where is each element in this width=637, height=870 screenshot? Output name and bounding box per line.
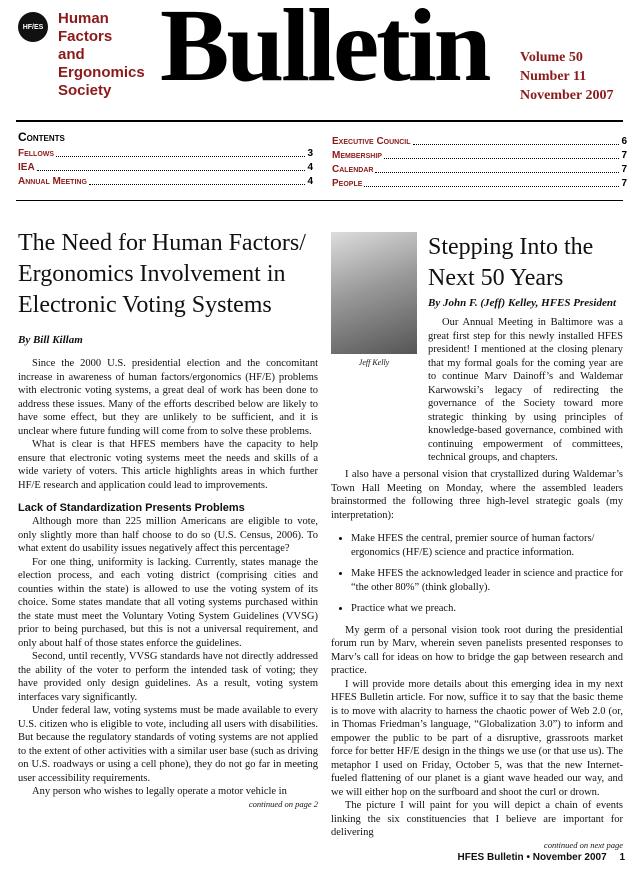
goal-list [331, 532, 623, 616]
paragraph: Since the 2000 U.S. presidential election and the concomitant increase in awareness of human factors/ergonomics (HF/E) problems with electronic voting systems, a great deal of work has been done to address these issues. Many of the efforts described below are likely to have some effect, but they are unlikely to be sufficient, and it is unclear where future funding will come from to solve these problems. [18, 358, 318, 437]
page-footer [395, 852, 625, 863]
footer-text: HFES Bulletin • November 2007 [457, 852, 607, 863]
paragraph: Under federal law, voting systems must be made available to every U.S. citizen who is eligible to vote, including all users with disabilities. But because the regulatory standards of voting systems are not applied to the extent of other activities with a similar user base (such as driving on U.S. roadways or using a cell phone), they do not go far in meeting user accessibility requirements. [18, 705, 318, 784]
contents-rule [16, 200, 623, 201]
contents-left [18, 147, 313, 189]
left-article [18, 228, 318, 809]
society-line: Human [58, 10, 109, 27]
paragraph: What is clear is that HFES members have the capacity to help ensure that electronic voting systems meet the needs and skills of a wide variety of voters. This article highlights areas in which further HF/E research and application could lead to improvements. [18, 439, 318, 491]
contents-right [332, 135, 627, 191]
continued-link[interactable]: continued on next page [543, 839, 623, 850]
society-line: Ergonomics [58, 64, 145, 81]
subheading: Lack of Standardization Presents Problems [18, 502, 245, 514]
society-line: and [58, 46, 85, 63]
society-line: Factors [58, 28, 113, 45]
masthead-title: Bulletin [160, 0, 489, 103]
society-name [58, 10, 168, 100]
contents-heading: Contents [18, 130, 65, 144]
byline: By John F. (Jeff) Kelley, HFES President [428, 297, 617, 309]
author-photo [331, 232, 417, 354]
right-article-body [331, 468, 623, 850]
photo-caption: Jeff Kelly [358, 358, 390, 367]
paragraph: Although more than 225 million Americans are eligible to vote, only slightly more than half choose to do so (U.S. Census, 2006). To what extent do usability issues negatively affect this percentage? [18, 516, 318, 554]
continued-link[interactable]: continued on page 2 [248, 798, 318, 809]
number: Number 11 [520, 69, 587, 84]
paragraph: Second, until recently, VVSG standards have not directly addressed the ability of the voter to perform the intended task of voting; they have provided only design guidelines. As a result, voting system interfaces vary significantly. [18, 651, 318, 703]
toc-entry[interactable]: Annual Meeting 4 [18, 176, 313, 187]
paragraph: Any person who wishes to legally operate a motor vehicle in [32, 786, 287, 797]
toc-entry[interactable]: Membership 7 [332, 150, 627, 161]
paragraph: I also have a personal vision that crystallized during Waldemar’s Town Hall Meeting on Monday, where the assembled leaders brainstormed the following three high-level strategic goals (my interpretation): [331, 469, 623, 521]
paragraph: I will provide more details about this emerging idea in my next HFES Bulletin article. For now, suffice it to say that the basic theme is to move with alacrity to harness the chaotic power of Web 2.0 (or, in Thomas Friedman’s language, “Globalization 3.0”) to inform and empower the public to be part of a disruptive, grassroots market force for better HF/E design in the things we use (or that use us). The metaphor I used on Friday, October 5, was that the new Internet-fueled flattening of our planet is a giant wave headed our way, and we will either hop on the surfboard and shoot the curl or drown. [331, 678, 623, 798]
paragraph: For one thing, uniformity is lacking. Currently, states manage the election process, and each voting district (comprising cities and counties within the state) is allowed to use the voting system of its choice. Some states mandate that all voting systems purchased within the state must meet the Voluntary Voting System Guidelines (VVSG) prior to being purchased, but this is not a universal requirement, and only about half of those states enforce the guidelines. [18, 556, 318, 649]
issue-info [520, 48, 613, 105]
toc-entry[interactable]: Fellows 3 [18, 148, 313, 159]
masthead-rule [16, 120, 623, 122]
paragraph: Our Annual Meeting in Baltimore was a great first step for this newly installed HFES president! I mentioned at the closing plenary that my formal goals for the coming year are to continue Marv Dainoff’s and Waldemar Karwowski’s legacy of redirecting the governance of the Society toward more strategic thinking by using principles of knowledge-based governance, combined with continuing empowerment of committees, technical groups, and chapters. [428, 317, 623, 463]
list-item: • Make HFES the central, premier source of human factors/ ergonomics (HF/E) science and practice information. [351, 532, 623, 559]
byline: By Bill Killam [18, 334, 83, 346]
article-title: The Need for Human Factors/ Ergonomics Involvement in Electronic Voting Systems [18, 230, 306, 318]
toc-entry[interactable]: Executive Council 6 [332, 136, 627, 147]
list-item: • Make HFES the acknowledged leader in science and practice for “the other 80%” (think globally). [351, 567, 623, 594]
toc-entry[interactable]: Calendar 7 [332, 164, 627, 175]
paragraph: The picture I will paint for you will depict a chain of events linking the six constituencies that I believe are important for delivering [331, 800, 623, 838]
article-title: Stepping Into the Next 50 Years [428, 234, 594, 291]
paragraph: My germ of a personal vision took root during the presidential forum run by Marv, wherein seven panelists presented responses to Marv’s call for ideas on how to bridge the gap between research and practice. [331, 624, 623, 676]
list-item: • Practice what we preach. [351, 602, 623, 616]
page-number: 1 [619, 852, 625, 863]
toc-entry[interactable]: IEA 4 [18, 162, 313, 173]
logo-text: HF/ES [22, 23, 44, 31]
toc-entry[interactable]: People 7 [332, 178, 627, 189]
society-line: Society [58, 82, 112, 99]
volume: Volume 50 [520, 50, 583, 65]
issue-date: November 2007 [520, 88, 614, 103]
hfes-logo [18, 12, 48, 42]
